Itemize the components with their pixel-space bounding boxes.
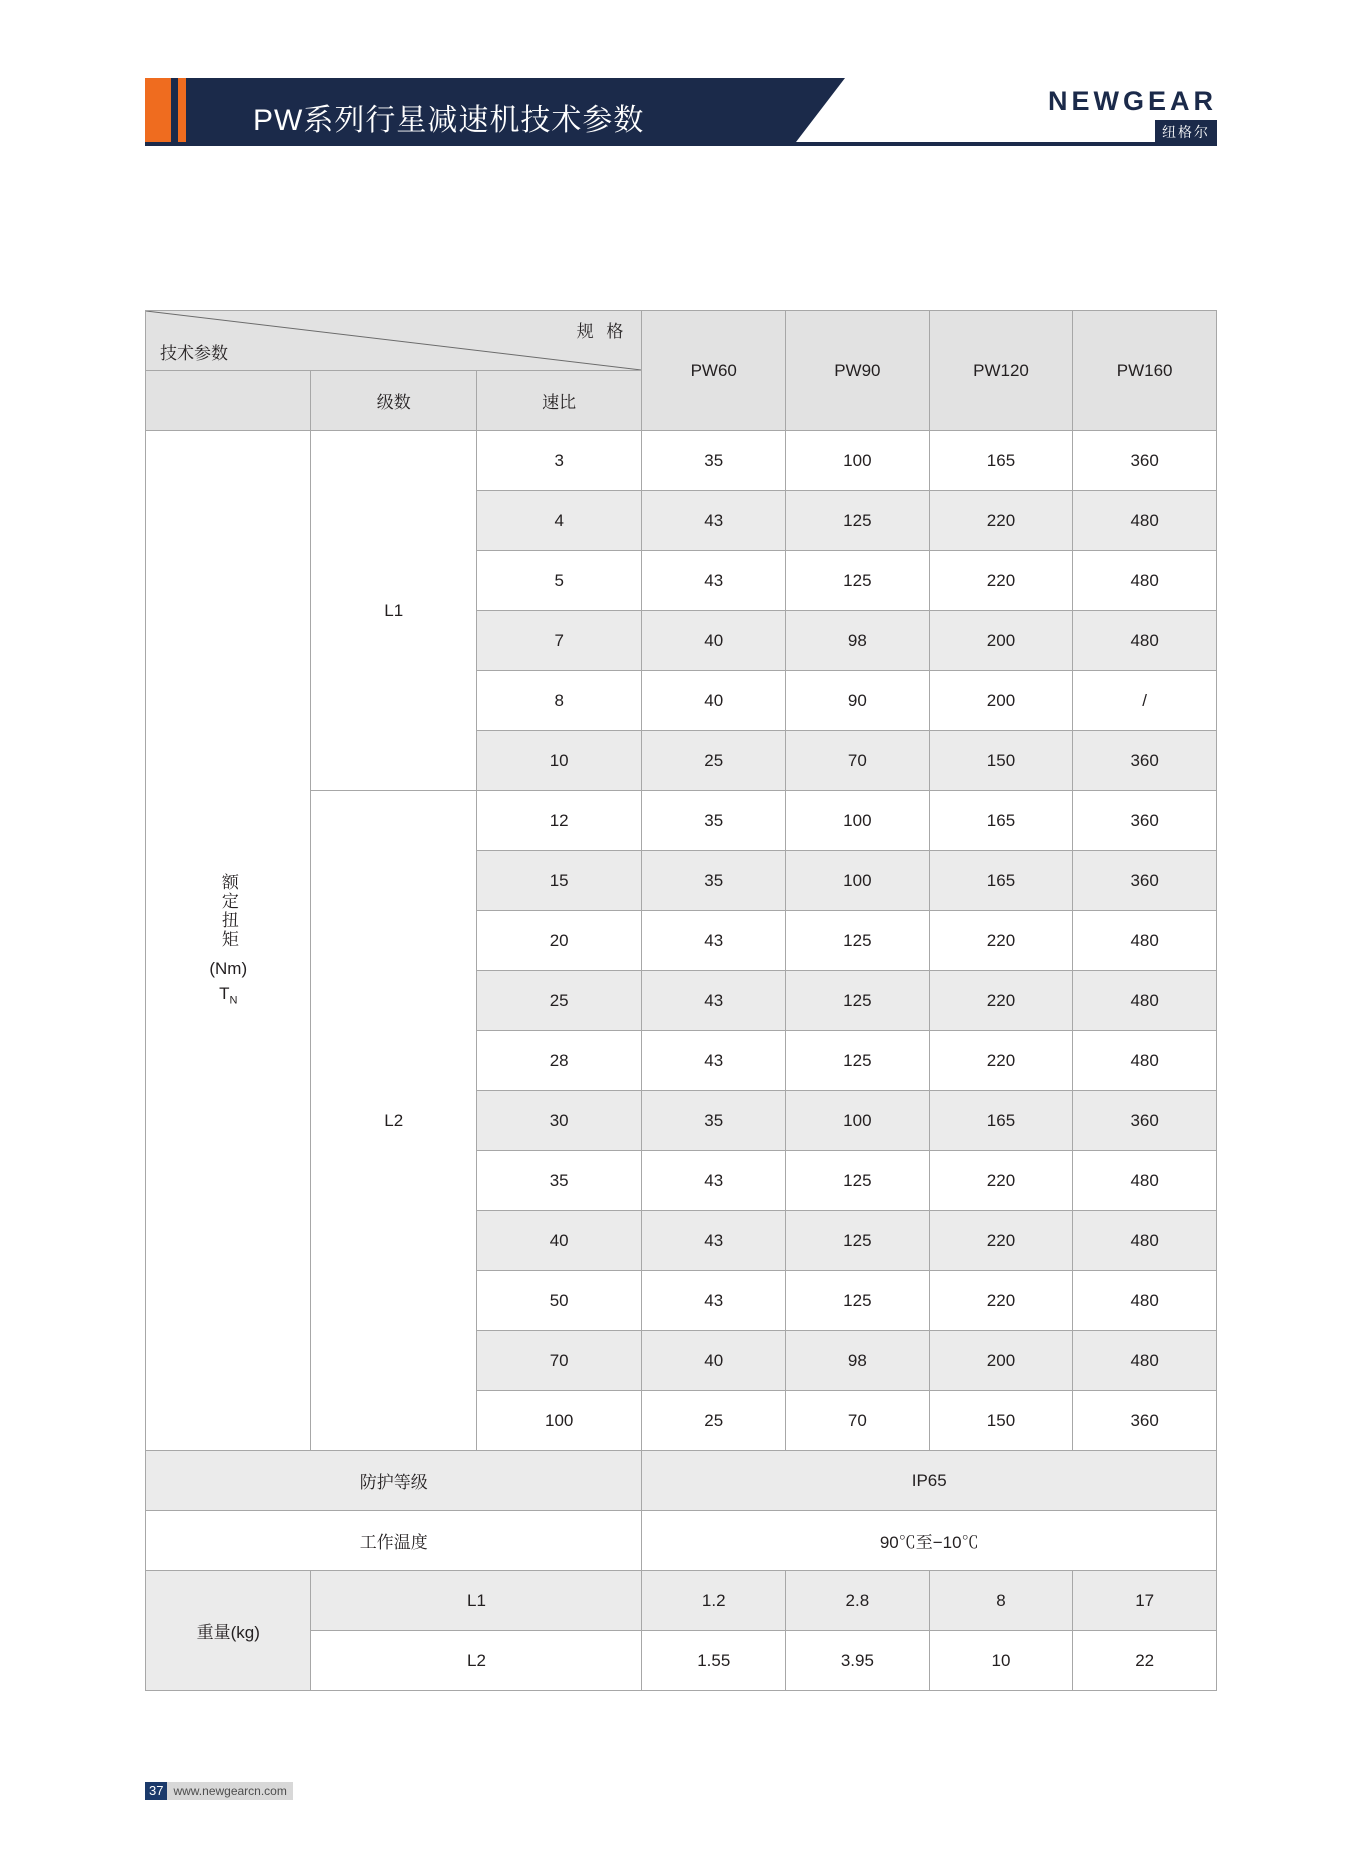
- value-cell-pw90: 125: [786, 491, 930, 551]
- ratio-cell: 7: [476, 611, 641, 671]
- value-cell-pw120: 165: [929, 431, 1073, 491]
- ratio-cell: 15: [476, 851, 641, 911]
- rated-torque-symbol: $T_N$: [219, 984, 238, 1007]
- value-cell-pw160: 480: [1073, 1151, 1217, 1211]
- ratio-cell: 40: [476, 1211, 641, 1271]
- table-row-temperature: [146, 1511, 1217, 1571]
- brand-name: NEWGEAR: [1048, 86, 1217, 116]
- stage-cell-l1: L1: [311, 431, 476, 791]
- value-cell-pw60: 35: [642, 431, 786, 491]
- value-cell-pw120: 200: [929, 1331, 1073, 1391]
- spec-table-container: [145, 310, 1217, 1691]
- value-cell-pw120: 165: [929, 851, 1073, 911]
- header-corner-cell: [146, 311, 642, 371]
- model-header-pw90: PW90: [786, 311, 930, 431]
- value-cell-pw90: 98: [786, 611, 930, 671]
- value-cell-pw60: 43: [642, 551, 786, 611]
- weight-label: 重量(kg): [146, 1571, 311, 1691]
- weight-value-pw60: 1.2: [642, 1571, 786, 1631]
- page-title: PW系列行星减速机技术参数: [253, 104, 645, 137]
- value-cell-pw90: 125: [786, 971, 930, 1031]
- value-cell-pw90: 100: [786, 431, 930, 491]
- value-cell-pw90: 70: [786, 731, 930, 791]
- weight-value-pw90: 3.95: [786, 1631, 930, 1691]
- value-cell-pw160: 480: [1073, 1211, 1217, 1271]
- value-cell-pw90: 125: [786, 911, 930, 971]
- header-spec-label: 规 格: [576, 322, 628, 341]
- value-cell-pw120: 220: [929, 911, 1073, 971]
- spec-table: [145, 310, 1217, 1691]
- value-cell-pw60: 43: [642, 1031, 786, 1091]
- value-cell-pw90: 100: [786, 1091, 930, 1151]
- ratio-cell: 12: [476, 791, 641, 851]
- value-cell-pw160: 360: [1073, 1091, 1217, 1151]
- value-cell-pw160: 480: [1073, 911, 1217, 971]
- value-cell-pw160: /: [1073, 671, 1217, 731]
- value-cell-pw160: 480: [1073, 1271, 1217, 1331]
- value-cell-pw90: 70: [786, 1391, 930, 1451]
- value-cell-pw60: 25: [642, 731, 786, 791]
- value-cell-pw160: 360: [1073, 1391, 1217, 1451]
- ratio-cell: 25: [476, 971, 641, 1031]
- value-cell-pw120: 220: [929, 551, 1073, 611]
- weight-value-pw60: 1.55: [642, 1631, 786, 1691]
- value-cell-pw90: 125: [786, 1211, 930, 1271]
- weight-stage-l2: L2: [311, 1631, 642, 1691]
- value-cell-pw120: 220: [929, 491, 1073, 551]
- rated-torque-label-cell: [146, 431, 311, 1451]
- brand-subname: 纽格尔: [1155, 120, 1217, 145]
- value-cell-pw120: 165: [929, 791, 1073, 851]
- weight-value-pw160: 22: [1073, 1631, 1217, 1691]
- value-cell-pw120: 220: [929, 1211, 1073, 1271]
- value-cell-pw60: 43: [642, 1211, 786, 1271]
- brand-logo: [1048, 86, 1217, 145]
- value-cell-pw120: 150: [929, 731, 1073, 791]
- ratio-cell: 5: [476, 551, 641, 611]
- ratio-cell: 100: [476, 1391, 641, 1451]
- value-cell-pw60: 40: [642, 671, 786, 731]
- ratio-cell: 70: [476, 1331, 641, 1391]
- value-cell-pw60: 35: [642, 851, 786, 911]
- table-row: [146, 431, 1217, 491]
- value-cell-pw60: 40: [642, 1331, 786, 1391]
- table-row-weight-l1: [146, 1571, 1217, 1631]
- temperature-label: 工作温度: [146, 1511, 642, 1571]
- value-cell-pw90: 98: [786, 1331, 930, 1391]
- weight-value-pw120: 8: [929, 1571, 1073, 1631]
- value-cell-pw60: 43: [642, 911, 786, 971]
- ratio-cell: 30: [476, 1091, 641, 1151]
- value-cell-pw160: 360: [1073, 731, 1217, 791]
- protection-label: 防护等级: [146, 1451, 642, 1511]
- value-cell-pw120: 200: [929, 611, 1073, 671]
- weight-value-pw160: 17: [1073, 1571, 1217, 1631]
- value-cell-pw90: 100: [786, 851, 930, 911]
- weight-value-pw120: 10: [929, 1631, 1073, 1691]
- ratio-cell: 28: [476, 1031, 641, 1091]
- model-header-pw60: PW60: [642, 311, 786, 431]
- weight-stage-l1: L1: [311, 1571, 642, 1631]
- ratio-cell: 50: [476, 1271, 641, 1331]
- value-cell-pw120: 150: [929, 1391, 1073, 1451]
- page-header: [0, 78, 1362, 150]
- website-url[interactable]: www.newgearcn.com: [167, 1782, 292, 1800]
- value-cell-pw90: 90: [786, 671, 930, 731]
- value-cell-pw60: 43: [642, 1151, 786, 1211]
- table-header-row-1: [146, 311, 1217, 371]
- value-cell-pw60: 35: [642, 1091, 786, 1151]
- header-param-label: 技术参数: [160, 344, 228, 363]
- ratio-cell: 3: [476, 431, 641, 491]
- value-cell-pw160: 480: [1073, 491, 1217, 551]
- page-footer: [145, 1782, 745, 1802]
- rated-torque-label: 额定扭矩: [218, 872, 238, 949]
- header-blank-cell: [146, 371, 311, 431]
- value-cell-pw160: 360: [1073, 791, 1217, 851]
- rated-torque-unit: (Nm): [209, 958, 248, 978]
- header-accent-bar-1: [145, 78, 171, 142]
- value-cell-pw120: 200: [929, 671, 1073, 731]
- value-cell-pw120: 220: [929, 971, 1073, 1031]
- weight-value-pw90: 2.8: [786, 1571, 930, 1631]
- value-cell-pw120: 165: [929, 1091, 1073, 1151]
- value-cell-pw160: 480: [1073, 1031, 1217, 1091]
- value-cell-pw160: 480: [1073, 611, 1217, 671]
- value-cell-pw60: 43: [642, 1271, 786, 1331]
- value-cell-pw120: 220: [929, 1271, 1073, 1331]
- value-cell-pw120: 220: [929, 1031, 1073, 1091]
- model-header-pw120: PW120: [929, 311, 1073, 431]
- value-cell-pw90: 100: [786, 791, 930, 851]
- value-cell-pw60: 43: [642, 491, 786, 551]
- value-cell-pw160: 360: [1073, 851, 1217, 911]
- value-cell-pw90: 125: [786, 551, 930, 611]
- value-cell-pw60: 25: [642, 1391, 786, 1451]
- value-cell-pw160: 480: [1073, 971, 1217, 1031]
- ratio-cell: 10: [476, 731, 641, 791]
- header-stage-label: 级数: [311, 371, 476, 431]
- model-header-pw160: PW160: [1073, 311, 1217, 431]
- value-cell-pw160: 360: [1073, 431, 1217, 491]
- temperature-value: 90℃至−10℃: [642, 1511, 1217, 1571]
- ratio-cell: 35: [476, 1151, 641, 1211]
- value-cell-pw90: 125: [786, 1271, 930, 1331]
- stage-cell-l2: L2: [311, 791, 476, 1451]
- value-cell-pw90: 125: [786, 1031, 930, 1091]
- value-cell-pw160: 480: [1073, 551, 1217, 611]
- value-cell-pw120: 220: [929, 1151, 1073, 1211]
- protection-value: IP65: [642, 1451, 1217, 1511]
- value-cell-pw90: 125: [786, 1151, 930, 1211]
- ratio-cell: 20: [476, 911, 641, 971]
- table-row-protection: [146, 1451, 1217, 1511]
- value-cell-pw60: 40: [642, 611, 786, 671]
- value-cell-pw160: 480: [1073, 1331, 1217, 1391]
- header-accent-bar-2: [178, 78, 186, 142]
- header-ratio-label: 速比: [476, 371, 641, 431]
- ratio-cell: 8: [476, 671, 641, 731]
- value-cell-pw60: 43: [642, 971, 786, 1031]
- ratio-cell: 4: [476, 491, 641, 551]
- value-cell-pw60: 35: [642, 791, 786, 851]
- page-number: 37: [145, 1782, 167, 1800]
